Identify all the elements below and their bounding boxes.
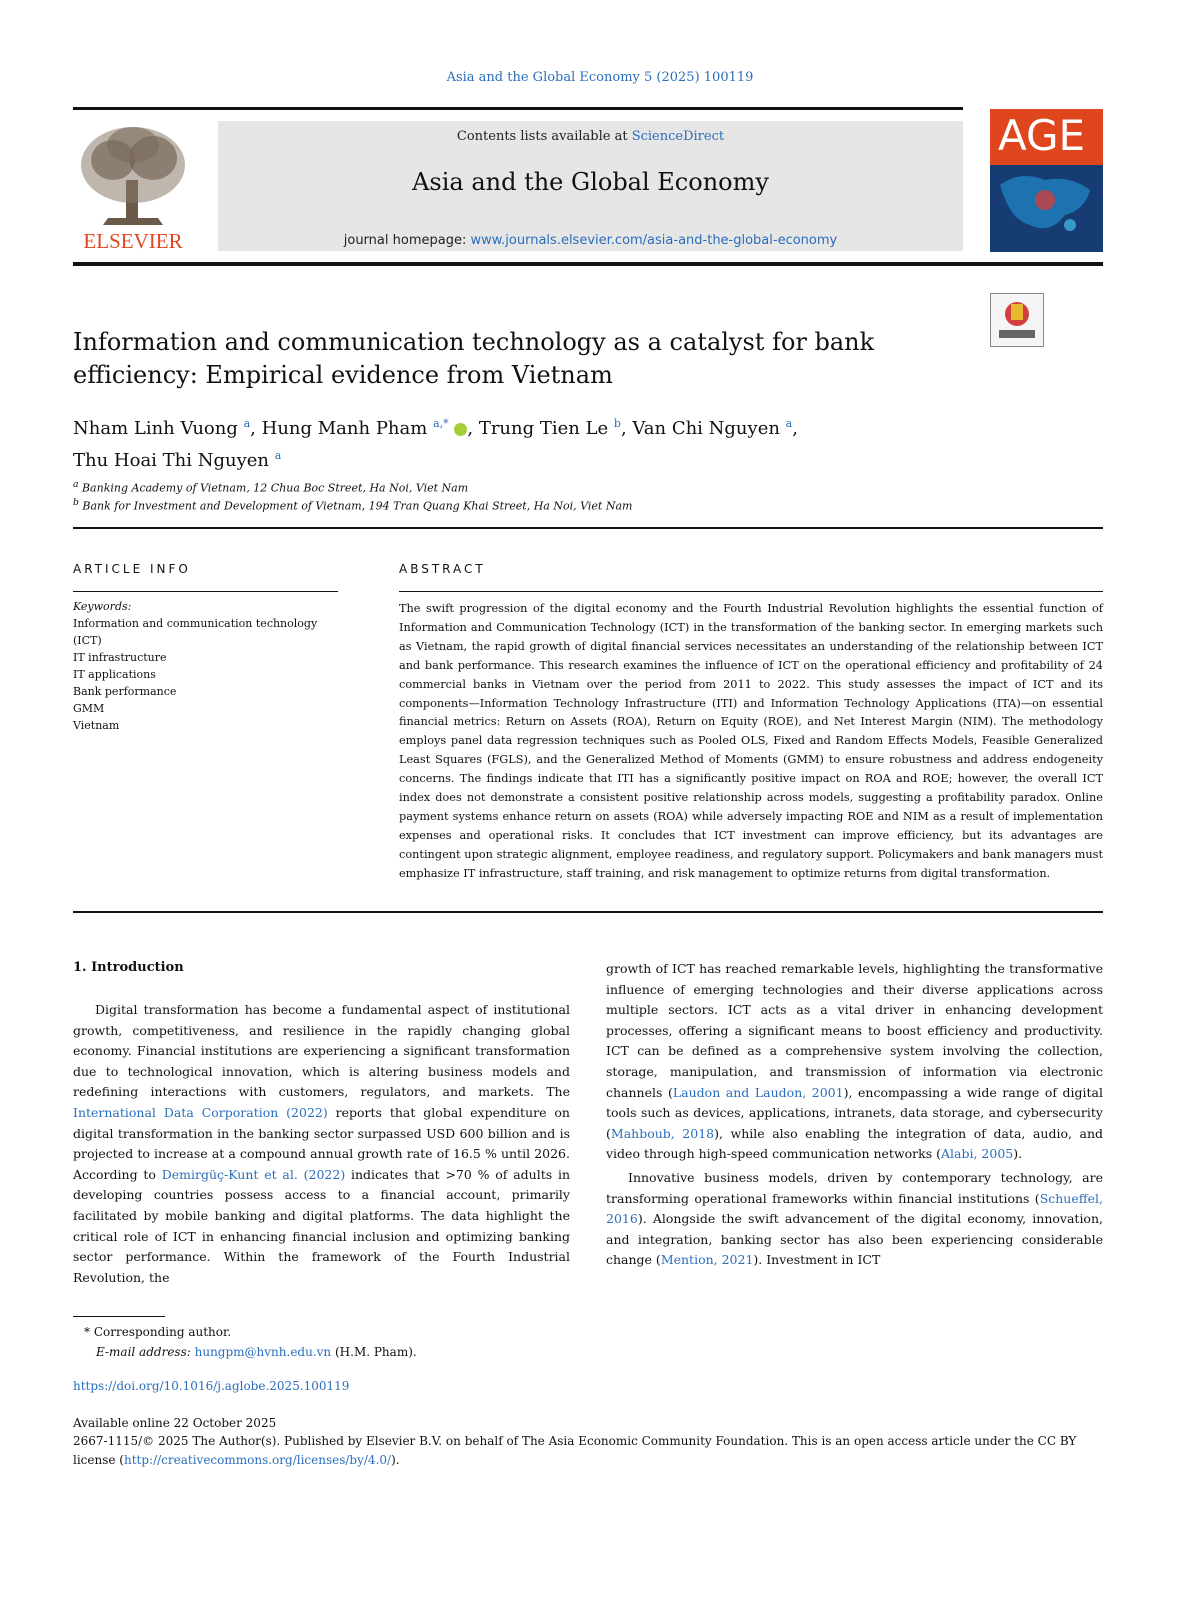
keywords-label: Keywords: [73, 600, 132, 613]
abstract-rule [399, 591, 1103, 592]
elsevier-wordmark: ELSEVIER [83, 229, 183, 253]
masthead-rule [73, 262, 1103, 266]
author-name[interactable]: Trung Tien Le [478, 418, 609, 439]
affiliation-rule [73, 527, 1103, 529]
homepage-line [218, 233, 963, 248]
keywords-block [73, 598, 343, 734]
journal-masthead [218, 121, 963, 251]
article-info-heading: ARTICLE INFO [73, 562, 191, 576]
homepage-prefix: journal homepage: [343, 233, 471, 248]
license-text [73, 1432, 1103, 1470]
check-for-updates-button[interactable] [990, 293, 1044, 347]
citation-link[interactable]: Schueffel, 2016 [606, 1190, 1103, 1227]
citation-link[interactable]: Laudon and Laudon, 2001 [672, 1084, 844, 1100]
text-run: Digital transformation has become a fundamental aspect of institutional growth, competitiveness, and resilience in the rapidly changing global economy. Financial institutions are experiencing a significant transformation due to technological innovation, which is altering business models and redefining interactions with customers, regulators, and markets. The [73, 1002, 570, 1100]
article-info-rule [73, 591, 338, 592]
contents-line [218, 129, 963, 144]
text-run: indicates that >70 % of adults in developing countries possess access to a financial account, primarily facilitated by mobile banking and digital platforms. The data highlight the critical role of ICT in enhancing financial inclusion and optimizing banking sector performance. Within the framework of the Fourth Industrial Revolution, the [73, 1166, 570, 1285]
text-run: growth of ICT has reached remarkable levels, highlighting the transformative influence of emerging technologies and their diverse applications across multiple sectors. ICT acts as a vital driver in enhancing development processes, offering a significant means to boost efficiency and productivity. ICT can be defined as a comprehensive system involving the collection, storage, manipulation, and transmission of information via electronic channels ( [606, 961, 1103, 1100]
affiliation-text: Banking Academy of Vietnam, 12 Chua Boc Street, Ha Noi, Viet Nam [81, 481, 469, 495]
elsevier-tree-icon [73, 120, 193, 255]
author-affil-mark[interactable]: a,* [433, 417, 449, 430]
doi-link[interactable]: https://doi.org/10.1016/j.aglobe.2025.100119 [73, 1379, 350, 1393]
email-link[interactable]: hungpm@hvnh.edu.vn [194, 1345, 332, 1359]
footnote-rule [73, 1316, 165, 1317]
homepage-link[interactable]: www.journals.elsevier.com/asia-and-the-global-economy [470, 233, 838, 248]
affiliation-a [73, 479, 468, 495]
keyword-item: Bank performance [73, 685, 177, 698]
author-name[interactable]: Nham Linh Vuong [73, 418, 238, 439]
abstract-bottom-rule [73, 911, 1103, 913]
left-column [73, 1000, 570, 1288]
author-affil-mark[interactable]: a [785, 417, 793, 430]
email-note [96, 1345, 417, 1359]
license-run: ). [391, 1453, 400, 1467]
affiliation-mark: a [73, 479, 79, 490]
author-name[interactable]: Thu Hoai Thi Nguyen [73, 450, 270, 471]
author-name[interactable]: Van Chi Nguyen [632, 418, 780, 439]
author-name[interactable]: Hung Manh Pham [261, 418, 428, 439]
available-online: Available online 22 October 2025 [73, 1416, 277, 1430]
crossmark-icon [991, 294, 1043, 346]
citation-link[interactable]: Demirgüç-Kunt et al. (2022) [161, 1166, 346, 1182]
citation-link[interactable]: International Data Corporation (2022) [73, 1104, 328, 1120]
journal-cover[interactable] [990, 109, 1103, 252]
right-column [606, 959, 1103, 1271]
email-suffix: (H.M. Pham). [334, 1345, 417, 1359]
cover-title: AGE [998, 111, 1086, 160]
license-link[interactable]: http://creativecommons.org/licenses/by/4.0/ [123, 1453, 392, 1467]
corresponding-author-note [84, 1325, 231, 1339]
abstract-heading: ABSTRACT [399, 562, 486, 576]
journal-title: Asia and the Global Economy [412, 168, 769, 196]
intro-paragraph [73, 1000, 570, 1288]
title-line-2: efficiency: Empirical evidence from Vietnam [73, 361, 613, 389]
cover-map-icon [990, 165, 1103, 252]
title-line-1: Information and communication technology as a catalyst for bank [73, 328, 875, 356]
author-affil-mark[interactable]: b [613, 417, 621, 430]
author-affil-mark[interactable]: a [243, 417, 251, 430]
text-run: ). Alongside the swift advancement of the digital economy, innovation, and integration, banking sector has also been experiencing considerable change ( [606, 1211, 1103, 1268]
affiliation-text: Bank for Investment and Development of Vietnam, 194 Tran Quang Khai Street, Ha Noi, Viet Nam [82, 499, 633, 513]
keyword-item: GMM [73, 702, 105, 715]
header-rule [73, 107, 963, 110]
affiliation-mark: b [73, 497, 79, 508]
section-heading-introduction: 1. Introduction [73, 960, 184, 975]
sciencedirect-link[interactable]: ScienceDirect [631, 129, 725, 144]
orcid-icon[interactable] [454, 423, 467, 436]
email-label: E-mail address: [96, 1345, 191, 1359]
running-header[interactable]: Asia and the Global Economy 5 (2025) 100119 [446, 70, 754, 85]
keyword-item: IT applications [73, 668, 156, 681]
text-run: ), encompassing a wide range of digital tools such as devices, applications, intranets, data storage, and cybersecurity ( [606, 1084, 1104, 1141]
footnote-text: Corresponding author. [93, 1325, 232, 1339]
article-title [73, 326, 903, 392]
abstract-text: The swift progression of the digital economy and the Fourth Industrial Revolution highlights the essential function of Information and Communication Technology (ICT) in the transformation of the banking sector. In emerging markets such as Vietnam, the rapid growth of digital financial services necessitates an understanding of the relationship between ICT and bank performance. This research examines the influence of ICT on the operational efficiency and profitability of 24 commercial banks in Vietnam over the period from 2011 to 2022. This study assesses the impact of ICT and its components—Information Technology Infrastructure (ITI) and Information Technology Applications (ITA)—on essential financial metrics: Return on Assets (ROA), Return on Equity (ROE), and Net Interest Margin (NIM). The methodology employs panel data regression techniques such as Pooled OLS, Fixed and Random Effects Models, Feasible Generalized Least Squares (FGLS), and the Generalized Method of Moments (GMM) to ensure robustness and address endogeneity concerns. The findings indicate that ITI has a significantly positive impact on ROA and ROE; however, the overall ICT index does not demonstrate a consistent positive relationship across models, suggesting a profitability paradox. Online payment systems enhance return on assets (ROA) while adversely impacting ROE and NIM as a result of implementation expenses and operational risks. It concludes that ICT investment can improve efficiency, but its advantages are contingent upon strategic alignment, employee readiness, and regulatory support. Policymakers and bank managers must emphasize IT infrastructure, staff training, and risk management to optimize returns from digital transformation. [399, 602, 1103, 880]
text-run: ). [1013, 1146, 1023, 1162]
citation-link[interactable]: Alabi, 2005 [941, 1146, 1014, 1162]
affiliation-b [73, 497, 632, 513]
text-run: reports that global expenditure on digital transformation in the banking sector surpassed USD 600 billion and is projected to increase at a compound annual growth rate of 16.5 % until 2026. According to [73, 1104, 570, 1182]
text-run: ), while also enabling the integration of data, audio, and video through high-speed communication networks ( [606, 1125, 1104, 1162]
citation-link[interactable]: Mahboub, 2018 [610, 1125, 715, 1141]
elsevier-logo[interactable] [73, 120, 193, 255]
keyword-item: IT infrastructure [73, 651, 167, 664]
author-affil-mark[interactable]: a [274, 449, 282, 462]
contents-prefix: Contents lists available at [456, 129, 632, 144]
text-run: ). Investment in ICT [753, 1252, 881, 1268]
keyword-item: (ICT) [73, 634, 102, 647]
footnote-mark: * [84, 1325, 90, 1339]
keyword-item: Information and communication technology [73, 617, 318, 630]
keyword-item: Vietnam [73, 719, 120, 732]
license-run: 2667-1115/© 2025 The Author(s). Published by Elsevier B.V. on behalf of The Asia Economic Community Foundation. This is an open access article under the CC BY license ( [73, 1434, 1077, 1467]
text-run: Innovative business models, driven by contemporary technology, are transforming operational frameworks within financial institutions ( [606, 1169, 1103, 1206]
author-list: Nham Linh Vuong $^a$, Hung Manh Pham $^{a,*}$ , Trung Tien Le $^b$, Van Chi Nguyen $^a$, Thu Hoai Thi Nguyen $^a$ [73, 417, 798, 471]
citation-link[interactable]: Mention, 2021 [660, 1252, 754, 1268]
intro-paragraph [606, 1168, 1103, 1271]
intro-paragraph [606, 959, 1103, 1165]
